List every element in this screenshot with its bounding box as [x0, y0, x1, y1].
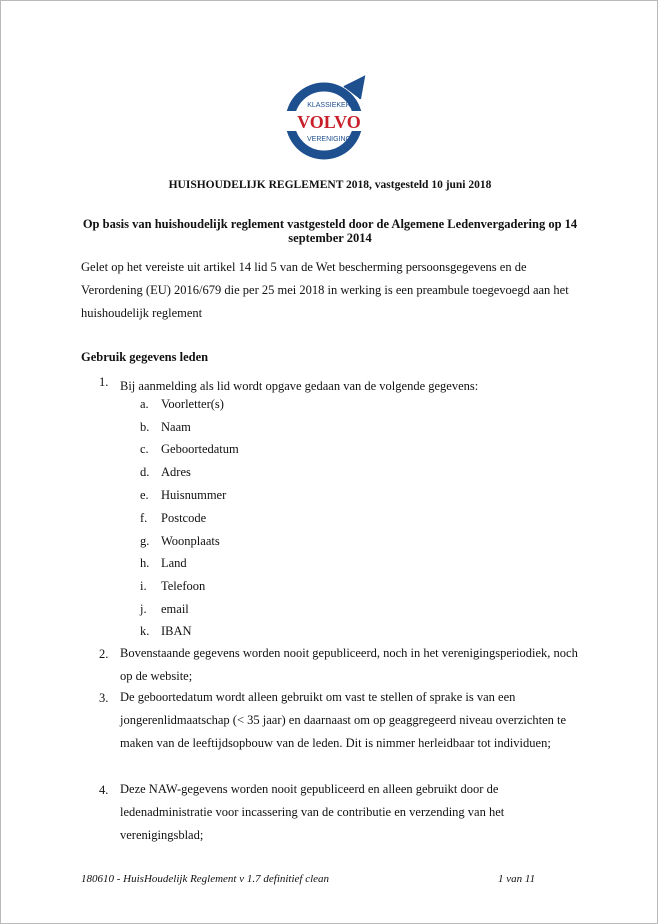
- sub-item-text: Woonplaats: [161, 534, 220, 548]
- logo-brand-text: VOLVO: [297, 112, 361, 132]
- sub-item-text: Huisnummer: [161, 488, 227, 502]
- sub-item-letter: c.: [140, 442, 149, 456]
- sub-item-text: Naam: [161, 420, 191, 434]
- sub-item-letter: k.: [140, 624, 150, 638]
- preamble-paragraph: Gelet op het vereiste uit artikel 14 lid 5 van de Wet bescherming persoonsgegevens en de Verordening (EU) 2016/679 die per 25 mei 2018 in werking is een preambule toegevoegd aan het huishoudelijk reglement: [81, 260, 569, 320]
- sub-item-text: Postcode: [161, 511, 207, 525]
- sub-item-letter: g.: [140, 534, 150, 548]
- logo-top-text: KLASSIEKER: [307, 102, 351, 109]
- footer-document-name: 180610 - HuisHoudelijk Reglement v 1.7 definitief clean: [81, 873, 330, 885]
- sub-item-text: Land: [161, 556, 187, 570]
- sub-item-letter: b.: [140, 420, 150, 434]
- sub-item-text: IBAN: [161, 624, 192, 638]
- document-subtitle: Op basis van huishoudelijk reglement vastgesteld door de Algemene Ledenvergadering op 14 september 2014: [82, 217, 578, 245]
- sub-item-letter: e.: [140, 488, 149, 502]
- sub-item-text: Adres: [161, 465, 191, 479]
- item-number: 1.: [99, 375, 109, 389]
- section-heading: Gebruik gegevens leden: [81, 350, 209, 364]
- sub-item-text: Geboortedatum: [161, 442, 239, 456]
- sub-item-text: Voorletter(s): [161, 397, 224, 411]
- sub-item-text: Telefoon: [161, 579, 206, 593]
- sub-item-letter: f.: [140, 511, 148, 525]
- sub-item-letter: i.: [140, 579, 147, 593]
- sub-item-letter: j.: [140, 602, 147, 616]
- footer-page-number: 1 van 11: [498, 873, 536, 885]
- item-text: Bij aanmelding als lid wordt opgave gedaan van de volgende gegevens:: [120, 379, 479, 393]
- logo-bottom-text: VERENIGING: [307, 136, 351, 143]
- item-text: Deze NAW-gegevens worden nooit gepubliceerd en alleen gebruikt door de ledenadministratie voor incassering van de contributie en verzending van het verenigingsblad;: [120, 782, 505, 842]
- item-text: De geboortedatum wordt alleen gebruikt om vast te stellen of sprake is van een jongerenlidmaatschap (< 35 jaar) en daarnaast om op geaggregeerd niveau overzichten te maken van de leeftijdsopbouw van de leden. Dit is nimmer herleidbaar tot individuen;: [120, 690, 567, 750]
- item-number: 3.: [99, 691, 109, 705]
- sub-item-letter: d.: [140, 465, 150, 479]
- item-number: 4.: [99, 783, 109, 797]
- sub-item-text: email: [161, 602, 189, 616]
- item-number: 2.: [99, 647, 109, 661]
- item-text: Bovenstaande gegevens worden nooit gepubliceerd, noch in het verenigingsperiodiek, noch op de website;: [120, 646, 578, 683]
- document-title: HUISHOUDELIJK REGLEMENT 2018, vastgesteld 10 juni 2018: [168, 179, 492, 191]
- sub-item-letter: h.: [140, 556, 150, 570]
- sub-item-letter: a.: [140, 397, 149, 411]
- volvo-club-logo: [280, 75, 380, 161]
